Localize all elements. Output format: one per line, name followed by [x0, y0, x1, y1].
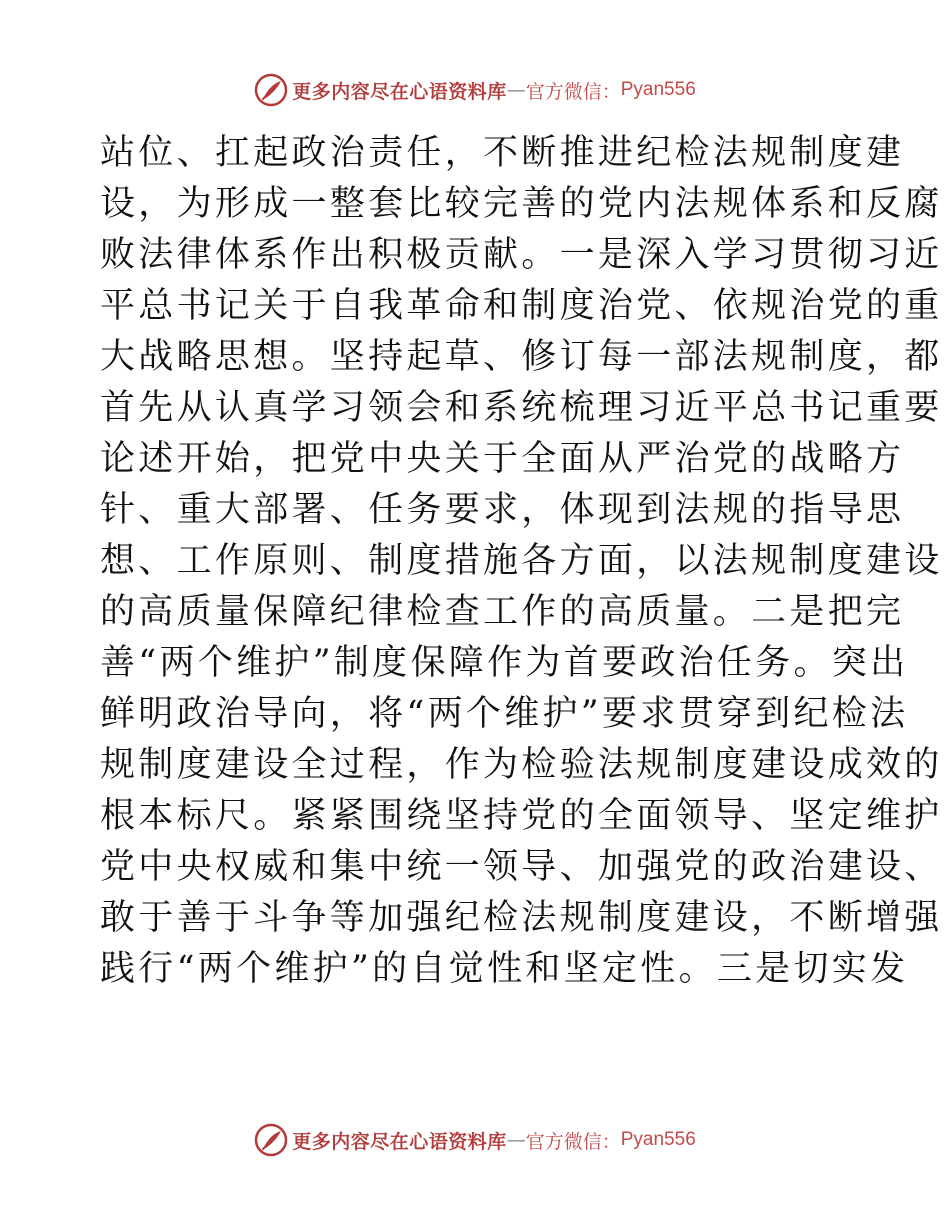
- body-line: 针、重大部署、任务要求，体现到法规的指导思: [100, 490, 905, 530]
- body-line: 根本标尺。紧紧围绕坚持党的全面领导、坚定维护: [100, 796, 943, 836]
- body-line: 践行“两个维护”的自觉性和坚定性。三是切实发: [100, 949, 909, 989]
- document-body: [100, 128, 943, 995]
- feather-pen-icon: [254, 73, 288, 107]
- body-line: 善“两个维护”制度保障作为首要政治任务。突出: [100, 643, 909, 683]
- body-line: 论述开始，把党中央关于全面从严治党的战略方: [100, 439, 905, 479]
- watermark-wechat-label: 官方微信：: [525, 80, 621, 103]
- body-line: 首先从认真学习领会和系统梳理习近平总书记重要: [100, 388, 943, 428]
- watermark-brand: 更多内容尽在心语资料库: [292, 1130, 507, 1153]
- watermark-brand: 更多内容尽在心语资料库: [292, 80, 507, 103]
- body-line: 设，为形成一整套比较完善的党内法规体系和反腐: [100, 184, 943, 224]
- body-line: 大战略思想。坚持起草、修订每一部法规制度，都: [100, 337, 943, 377]
- footer-watermark: [0, 1120, 950, 1160]
- watermark-dash: —: [506, 79, 526, 101]
- watermark-wechat-label: 官方微信：: [525, 1130, 621, 1153]
- watermark-dash: —: [506, 1129, 526, 1151]
- body-line: 敢于善于斗争等加强纪检法规制度建设，不断增强: [100, 898, 943, 938]
- body-line: 规制度建设全过程，作为检验法规制度建设成效的: [100, 745, 943, 785]
- body-line: 的高质量保障纪律检查工作的高质量。二是把完: [100, 592, 905, 632]
- watermark-wechat-id: Pyan556: [620, 1129, 696, 1150]
- body-line: 败法律体系作出积极贡献。一是深入学习贯彻习近: [100, 235, 943, 275]
- body-line: 平总书记关于自我革命和制度治党、依规治党的重: [100, 286, 943, 326]
- header-watermark: [0, 70, 950, 110]
- feather-pen-icon: [254, 1123, 288, 1157]
- body-line: 鲜明政治导向，将“两个维护”要求贯穿到纪检法: [100, 694, 909, 734]
- body-line: 党中央权威和集中统一领导、加强党的政治建设、: [100, 847, 943, 887]
- body-line: 站位、扛起政治责任，不断推进纪检法规制度建: [100, 133, 905, 173]
- body-line: 想、工作原则、制度措施各方面，以法规制度建设: [100, 541, 943, 581]
- watermark-wechat-id: Pyan556: [620, 79, 696, 100]
